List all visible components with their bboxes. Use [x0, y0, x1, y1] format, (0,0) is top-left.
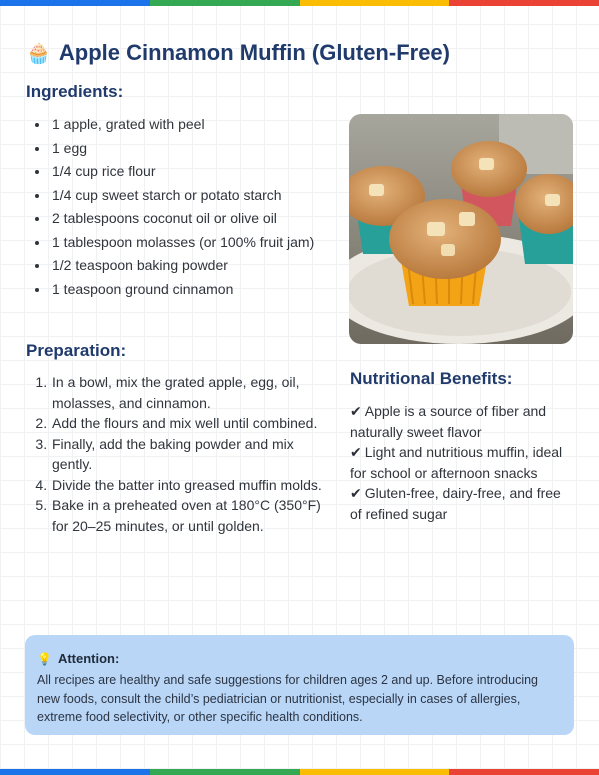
muffin-icon: 🧁 [26, 42, 51, 65]
ingredient-item: • 1 teaspoon ground cinnamon [50, 278, 342, 302]
nutrition-heading: Nutritional Benefits: [350, 369, 513, 388]
stripe-yellow [300, 0, 450, 6]
muffin-photo [349, 114, 573, 344]
stripe-red [449, 769, 599, 775]
nutrition-item-text: Light and nutritious muffin, ideal for school or afternoon snacks [350, 444, 563, 481]
ingredient-item: • 1/2 teaspoon baking powder [50, 254, 342, 278]
nutrition-item [350, 483, 572, 524]
ingredient-item: • 1 apple, grated with peel [50, 113, 342, 137]
preparation-step: 1. In a bowl, mix the grated apple, egg, oil, molasses, and cinnamon. [51, 372, 335, 413]
preparation-heading: Preparation: [26, 341, 127, 360]
attention-text: All recipes are healthy and safe suggestions for children ages 2 and up. Before introducing new foods, consult the child’s pediatrician or nutritionist, especially in cases of allergies, extreme food selectivity, or other specific health conditions. [37, 673, 539, 724]
preparation-step: 4. Divide the batter into greased muffin molds. [51, 475, 335, 496]
ingredient-item: • 1 tablespoon molasses (or 100% fruit jam) [50, 231, 342, 255]
ingredients-list [32, 113, 342, 301]
nutrition-list [350, 401, 572, 524]
stripe-yellow [300, 769, 450, 775]
lightbulb-icon: 💡 [37, 651, 52, 666]
attention-label: Attention: [57, 651, 120, 666]
preparation-step: 5. Bake in a preheated oven at 180°C (350°F) for 20–25 minutes, or until golden. [51, 495, 335, 536]
attention-header [37, 651, 562, 666]
ingredient-item: • 1/4 cup rice flour [50, 160, 342, 184]
stripe-red [449, 0, 599, 6]
attention-box [25, 635, 574, 735]
preparation-steps [36, 372, 335, 536]
stripe-green [150, 0, 300, 6]
bottom-color-stripe [0, 769, 599, 775]
page-title-text: Apple Cinnamon Muffin (Gluten-Free) [58, 40, 450, 65]
stripe-green [150, 769, 300, 775]
stripe-blue [0, 0, 150, 6]
ingredient-item: • 2 tablespoons coconut oil or olive oil [50, 207, 342, 231]
preparation-step: 3. Finally, add the baking powder and mix gently. [51, 434, 335, 475]
stripe-blue [0, 769, 150, 775]
nutrition-item-text: Apple is a source of fiber and naturally sweet flavor [350, 403, 547, 440]
check-icon: ✔ [350, 444, 362, 460]
ingredient-item: • 1/4 cup sweet starch or potato starch [50, 184, 342, 208]
nutrition-item-text: Gluten-free, dairy-free, and free of refined sugar [350, 485, 561, 522]
preparation-step: 2. Add the flours and mix well until combined. [51, 413, 335, 434]
check-icon: ✔ [350, 403, 362, 419]
page-title [26, 40, 450, 66]
nutrition-item [350, 401, 572, 442]
ingredient-item: • 1 egg [50, 137, 342, 161]
nutrition-item [350, 442, 572, 483]
ingredients-heading: Ingredients: [26, 82, 124, 101]
check-icon: ✔ [350, 485, 362, 501]
top-color-stripe [0, 0, 599, 6]
